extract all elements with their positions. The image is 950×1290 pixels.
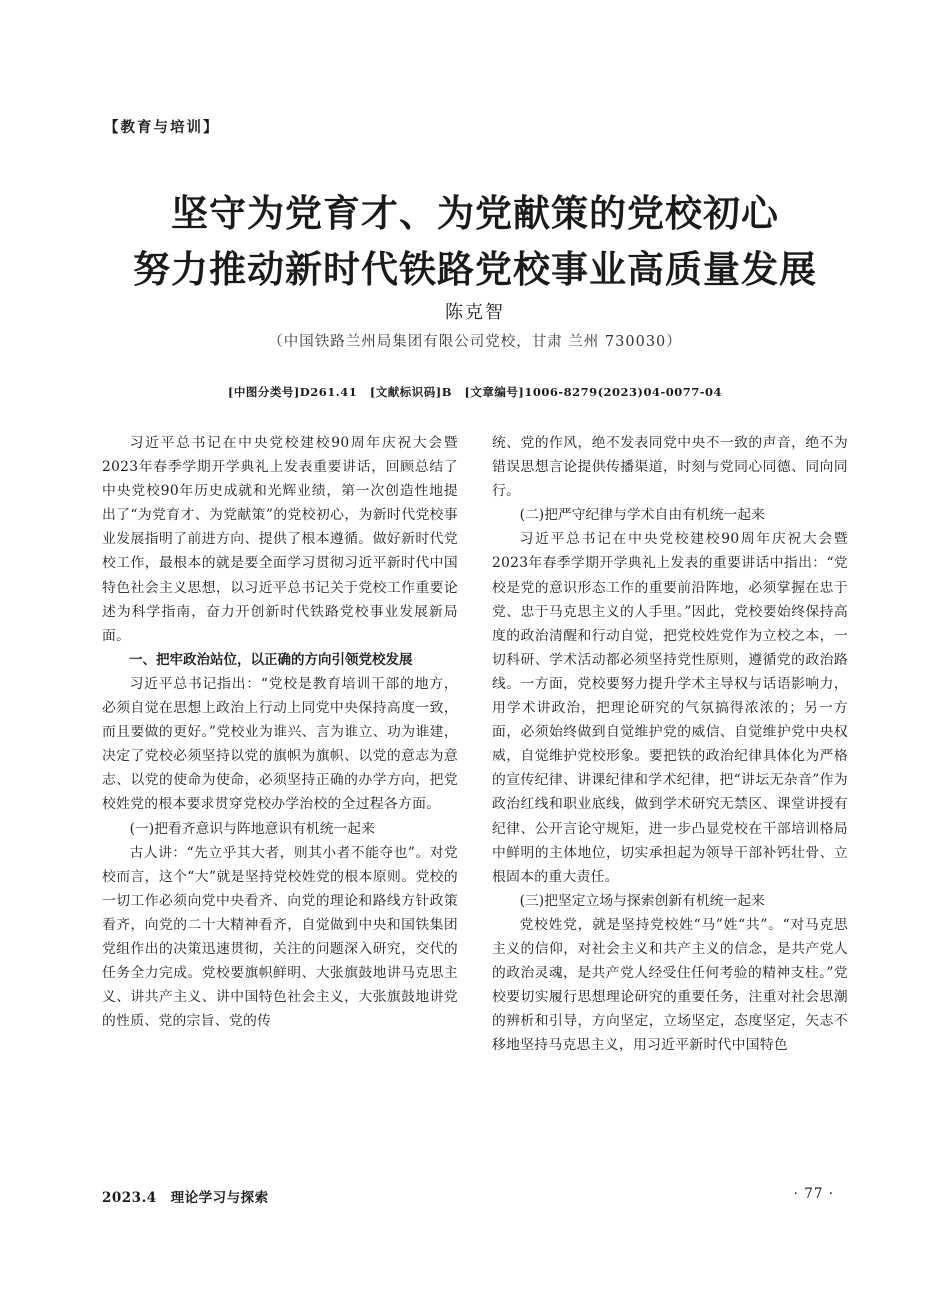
subsection-heading-1: (一)把看齐意识与阵地意识有机统一起来 — [129, 820, 375, 837]
article-title-line1: 坚守为党育才、为党献策的党校初心 — [171, 190, 779, 235]
journal-name: 理论学习与探索 — [170, 1190, 269, 1206]
page-number: · 77 · — [793, 1186, 834, 1202]
author-affiliation: （中国铁路兰州局集团有限公司党校，甘肃 兰州 730030） — [268, 334, 682, 350]
clc-number: [中图分类号]D261.41 — [227, 385, 358, 399]
intro-paragraph: 习近平总书记在中央党校建校90周年庆祝大会暨2023年春季学期开学典礼上发表重要讲话，回顾总结了中央党校90年历史成就和光辉业绩，第一次创造性地提出了“为党育才、为党献策”的党校初心，为新时代党校事业发展指明了前进方向、提供了根本遵循。做好新时代党校工作，最根本的就是要全面学习贯彻习近平新时代中国特色社会主义思想，以习近平总书记关于党校工作重要论述为科学指南，奋力开创新时代铁路党校事业发展新局面。 — [102, 435, 458, 644]
author-name: 陈克智 — [445, 302, 505, 323]
article-metadata — [0, 384, 950, 400]
section-tag: 【教育与培训】 — [104, 120, 220, 136]
subsection-heading-3: (三)把坚定立场与探索创新有机统一起来 — [519, 892, 765, 909]
subsection-heading-2: (二)把严守纪律与学术自由有机统一起来 — [519, 507, 765, 524]
section-heading-1: 一、把牢政治站位，以正确的方向引领党校发展 — [129, 651, 413, 668]
document-code: [文献标识码]B — [369, 385, 452, 399]
body-paragraph: 党校姓党，就是坚持党校姓“马”姓“共”。“对马克思主义的信仰，对社会主义和共产主义的信念，是共产党人的政治灵魂，是共产党人经受住任何考验的精神支柱。”党校要切实履行思想理论研究的重要任务，注重对社会思潮的辨析和引导，方向坚定，立场坚定，态度坚定，矢志不移地坚持马克思主义，用习近平新时代中国特色 — [492, 916, 848, 1054]
article-number: [文章编号]1006-8279(2023)04-0077-04 — [464, 385, 723, 399]
body-paragraph: 习近平总书记指出：“党校是教育培训干部的地方，必须自觉在思想上政治上行动上同党中央保持高度一致，而且要做的更好。”党校业为谁兴、言为谁立、功为谁建，决定了党校必须坚持以党的旗帜为旗帜、以党的意志为意志、以党的使命为使命，必须坚持正确的办学方向，把党校姓党的根本要求贯穿党校办学治校的全过程各方面。 — [102, 675, 458, 813]
left-column — [102, 431, 458, 1033]
issue-number: 2023.4 — [102, 1190, 157, 1206]
body-paragraph: 古人讲：“先立乎其大者，则其小者不能夺也”。对党校而言，这个“大”就是坚持党校姓党的根本原则。党校的一切工作必须向党中央看齐、向党的理论和路线方针政策看齐，向党的二十大精神看齐，自觉做到中央和国铁集团党组作出的决策迅速贯彻，关注的问题深入研究，交代的任务全力完成。党校要旗帜鲜明、大张旗鼓地讲马克思主义、讲共产主义、讲中国特色社会主义，大张旗鼓地讲党的性质、党的宗旨、党的传 — [102, 844, 458, 1030]
footer-journal-info — [102, 1186, 269, 1206]
right-column — [492, 431, 848, 1057]
body-paragraph-continued: 统、党的作风，绝不发表同党中央不一致的声音，绝不为错误思想言论提供传播渠道，时刻与党同心同德、同向同行。 — [492, 435, 848, 500]
body-paragraph: 习近平总书记在中央党校建校90周年庆祝大会暨2023年春季学期开学典礼上发表的重要讲话中指出：“党校是党的意识形态工作的重要前沿阵地，必须掌握在忠于党、忠于马克思主义的人手里。”因此，党校要始终保持高度的政治清醒和行动自觉，把党校姓党作为立校之本，一切科研、学术活动都必须坚持党性原则，遵循党的政治路线。一方面，党校要努力提升学术主导权与话语影响力，用学术讲政治，把理论研究的气氛搞得浓浓的；另一方面，必须始终做到自觉维护党的威信、自觉维护党中央权威，自觉维护党校形象。要把铁的政治纪律具体化为严格的宣传纪律、讲课纪律和学术纪律，把“讲坛无杂音”作为政治红线和职业底线，做到学术研究无禁区、课堂讲授有纪律、公开言论守规矩，进一步凸显党校在干部培训格局中鲜明的主体地位，切实承担起为领导干部补钙壮骨、立根固本的重大责任。 — [492, 531, 848, 885]
article-title-line2: 努力推动新时代铁路党校事业高质量发展 — [133, 246, 817, 291]
